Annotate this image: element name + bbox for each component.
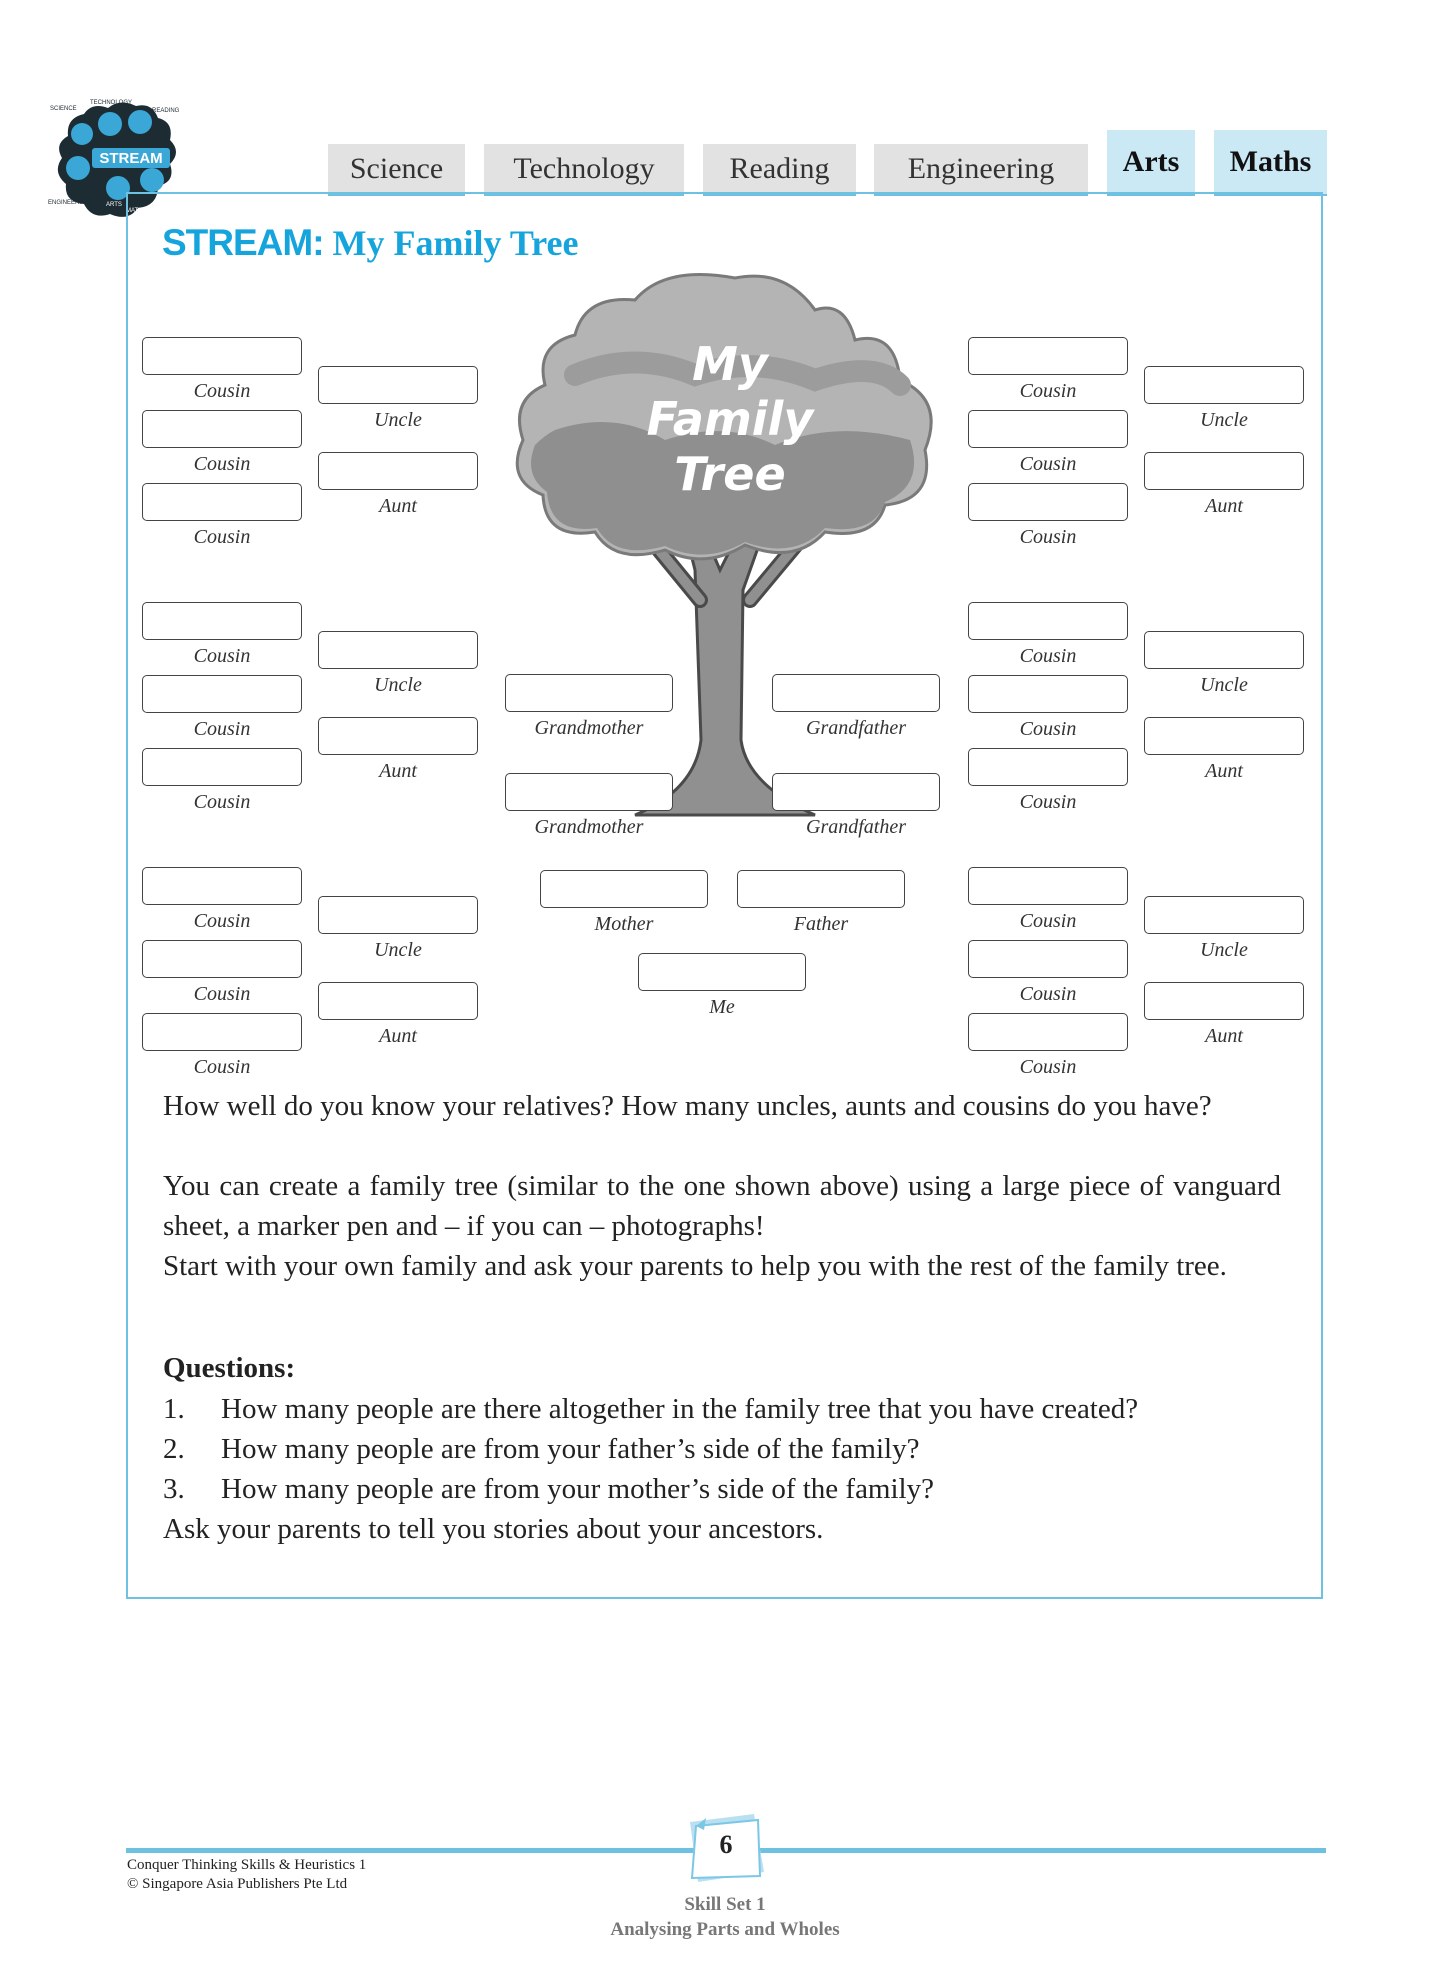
question-item (163, 1389, 1138, 1429)
uncle-label: Uncle (374, 674, 422, 696)
footer-credits (127, 1856, 366, 1894)
title-text: My Family Tree (332, 223, 579, 263)
cousin-box[interactable] (142, 602, 302, 640)
cousin-label: Cousin (1019, 983, 1077, 1005)
aunt-label: Aunt (379, 495, 417, 517)
cousin-label: Cousin (193, 645, 251, 667)
cousin-box[interactable] (142, 410, 302, 448)
uncle-box[interactable] (318, 896, 478, 934)
cousin-box[interactable] (142, 867, 302, 905)
uncle-box[interactable] (318, 631, 478, 669)
cousin-label: Cousin (1019, 791, 1077, 813)
cousin-label: Cousin (193, 1056, 251, 1078)
aunt-label: Aunt (1205, 1025, 1243, 1047)
aunt-label: Aunt (379, 1025, 417, 1047)
grandfather-box[interactable] (772, 674, 940, 712)
svg-text:ARTS: ARTS (106, 202, 122, 208)
aunt-label: Aunt (1205, 760, 1243, 782)
cousin-box[interactable] (142, 483, 302, 521)
skill-set: Skill Set 1 (684, 1894, 766, 1915)
cousin-label: Cousin (1019, 380, 1077, 402)
question-text: How many people are there altogether in the family tree that you have created? (221, 1393, 1139, 1425)
father-box[interactable] (737, 870, 905, 908)
uncle-box[interactable] (1144, 366, 1304, 404)
svg-text:TECHNOLOGY: TECHNOLOGY (90, 100, 133, 106)
grandmother-label: Grandmother (534, 717, 644, 739)
uncle-box[interactable] (1144, 631, 1304, 669)
page-title (162, 222, 578, 264)
cousin-box[interactable] (142, 337, 302, 375)
tab-science[interactable]: Science (328, 144, 465, 196)
tab-reading[interactable]: Reading (703, 144, 856, 196)
cousin-label: Cousin (1019, 718, 1077, 740)
page-number: 6 (719, 1830, 733, 1859)
cousin-box[interactable] (968, 602, 1128, 640)
aunt-box[interactable] (1144, 452, 1304, 490)
cousin-label: Cousin (1019, 645, 1077, 667)
cousin-box[interactable] (968, 337, 1128, 375)
instruction-paragraph: You can create a family tree (similar to the one shown above) using a large piece of vanguard sheet, a marker pen and – if you can – photographs! (163, 1170, 1281, 1242)
svg-text:MATHEMATICS: MATHEMATICS (126, 208, 169, 214)
publisher-line: © Singapore Asia Publishers Pte Ltd (127, 1876, 348, 1892)
uncle-label: Uncle (1200, 674, 1248, 696)
cousin-label: Cousin (193, 983, 251, 1005)
question-item (163, 1429, 919, 1469)
tree-illustration (515, 270, 945, 840)
grandmother-box[interactable] (505, 674, 673, 712)
logo-stream-text: STREAM (99, 150, 163, 167)
aunt-box[interactable] (318, 982, 478, 1020)
tab-arts[interactable]: Arts (1107, 130, 1195, 196)
tab-technology[interactable]: Technology (484, 144, 684, 196)
aunt-box[interactable] (318, 717, 478, 755)
cousin-label: Cousin (193, 910, 251, 932)
grandfather-box[interactable] (772, 773, 940, 811)
cousin-label: Cousin (193, 380, 251, 402)
svg-text:READING: READING (152, 108, 180, 114)
cousin-box[interactable] (142, 940, 302, 978)
cousin-label: Cousin (1019, 910, 1077, 932)
intro-paragraph: How well do you know your relatives? How many uncles, aunts and cousins do you have? (163, 1090, 1212, 1122)
grandmother-box[interactable] (505, 773, 673, 811)
questions-heading: Questions: (163, 1352, 296, 1384)
cousin-box[interactable] (968, 410, 1128, 448)
closing-sentence: Ask your parents to tell you stories about your ancestors. (163, 1513, 824, 1545)
me-box[interactable] (638, 953, 806, 991)
tree-title-line-2: Family (646, 392, 814, 446)
cousin-label: Cousin (193, 526, 251, 548)
cousin-box[interactable] (142, 675, 302, 713)
question-text: How many people are from your father’s side of the family? (221, 1433, 920, 1465)
cousin-box[interactable] (142, 1013, 302, 1051)
grandfather-label: Grandfather (806, 717, 906, 739)
question-number: 1. (163, 1393, 185, 1425)
svg-text:SCIENCE: SCIENCE (50, 106, 77, 112)
skill-name: Analysing Parts and Wholes (610, 1919, 840, 1940)
start-paragraph: Start with your own family and ask your parents to help you with the rest of the family tree. (163, 1250, 1227, 1282)
me-label: Me (709, 996, 735, 1018)
cousin-label: Cousin (1019, 453, 1077, 475)
cousin-box[interactable] (968, 940, 1128, 978)
book-title: Conquer Thinking Skills & Heuristics 1 (127, 1857, 367, 1873)
mother-label: Mother (594, 913, 654, 935)
aunt-label: Aunt (379, 760, 417, 782)
aunt-box[interactable] (1144, 982, 1304, 1020)
uncle-box[interactable] (1144, 896, 1304, 934)
uncle-label: Uncle (374, 939, 422, 961)
question-text: How many people are from your mother’s side of the family? (221, 1473, 934, 1505)
question-number: 3. (163, 1473, 185, 1505)
cousin-label: Cousin (1019, 526, 1077, 548)
uncle-label: Uncle (374, 409, 422, 431)
title-prefix: STREAM: (162, 222, 324, 263)
question-item (163, 1469, 934, 1509)
skill-caption (500, 1892, 950, 1942)
aunt-box[interactable] (318, 452, 478, 490)
tab-maths[interactable]: Maths (1214, 130, 1327, 196)
aunt-label: Aunt (1205, 495, 1243, 517)
cousin-label: Cousin (193, 453, 251, 475)
question-number: 2. (163, 1433, 185, 1465)
tab-engineering[interactable]: Engineering (874, 144, 1088, 196)
cousin-box[interactable] (968, 675, 1128, 713)
cousin-label: Cousin (193, 718, 251, 740)
grandmother-label: Grandmother (534, 816, 644, 838)
tree-title-line-3: Tree (674, 447, 786, 501)
cousin-box[interactable] (968, 483, 1128, 521)
cousin-label: Cousin (1019, 1056, 1077, 1078)
cousin-box[interactable] (142, 748, 302, 786)
mother-box[interactable] (540, 870, 708, 908)
father-label: Father (793, 913, 849, 935)
uncle-label: Uncle (1200, 409, 1248, 431)
cousin-box[interactable] (968, 867, 1128, 905)
cousin-box[interactable] (968, 1013, 1128, 1051)
cousin-box[interactable] (968, 748, 1128, 786)
svg-text:ENGINEERING: ENGINEERING (48, 200, 91, 206)
uncle-label: Uncle (1200, 939, 1248, 961)
uncle-box[interactable] (318, 366, 478, 404)
tree-title-line-1: My (692, 337, 768, 391)
grandfather-label: Grandfather (806, 816, 906, 838)
aunt-box[interactable] (1144, 717, 1304, 755)
cousin-label: Cousin (193, 791, 251, 813)
